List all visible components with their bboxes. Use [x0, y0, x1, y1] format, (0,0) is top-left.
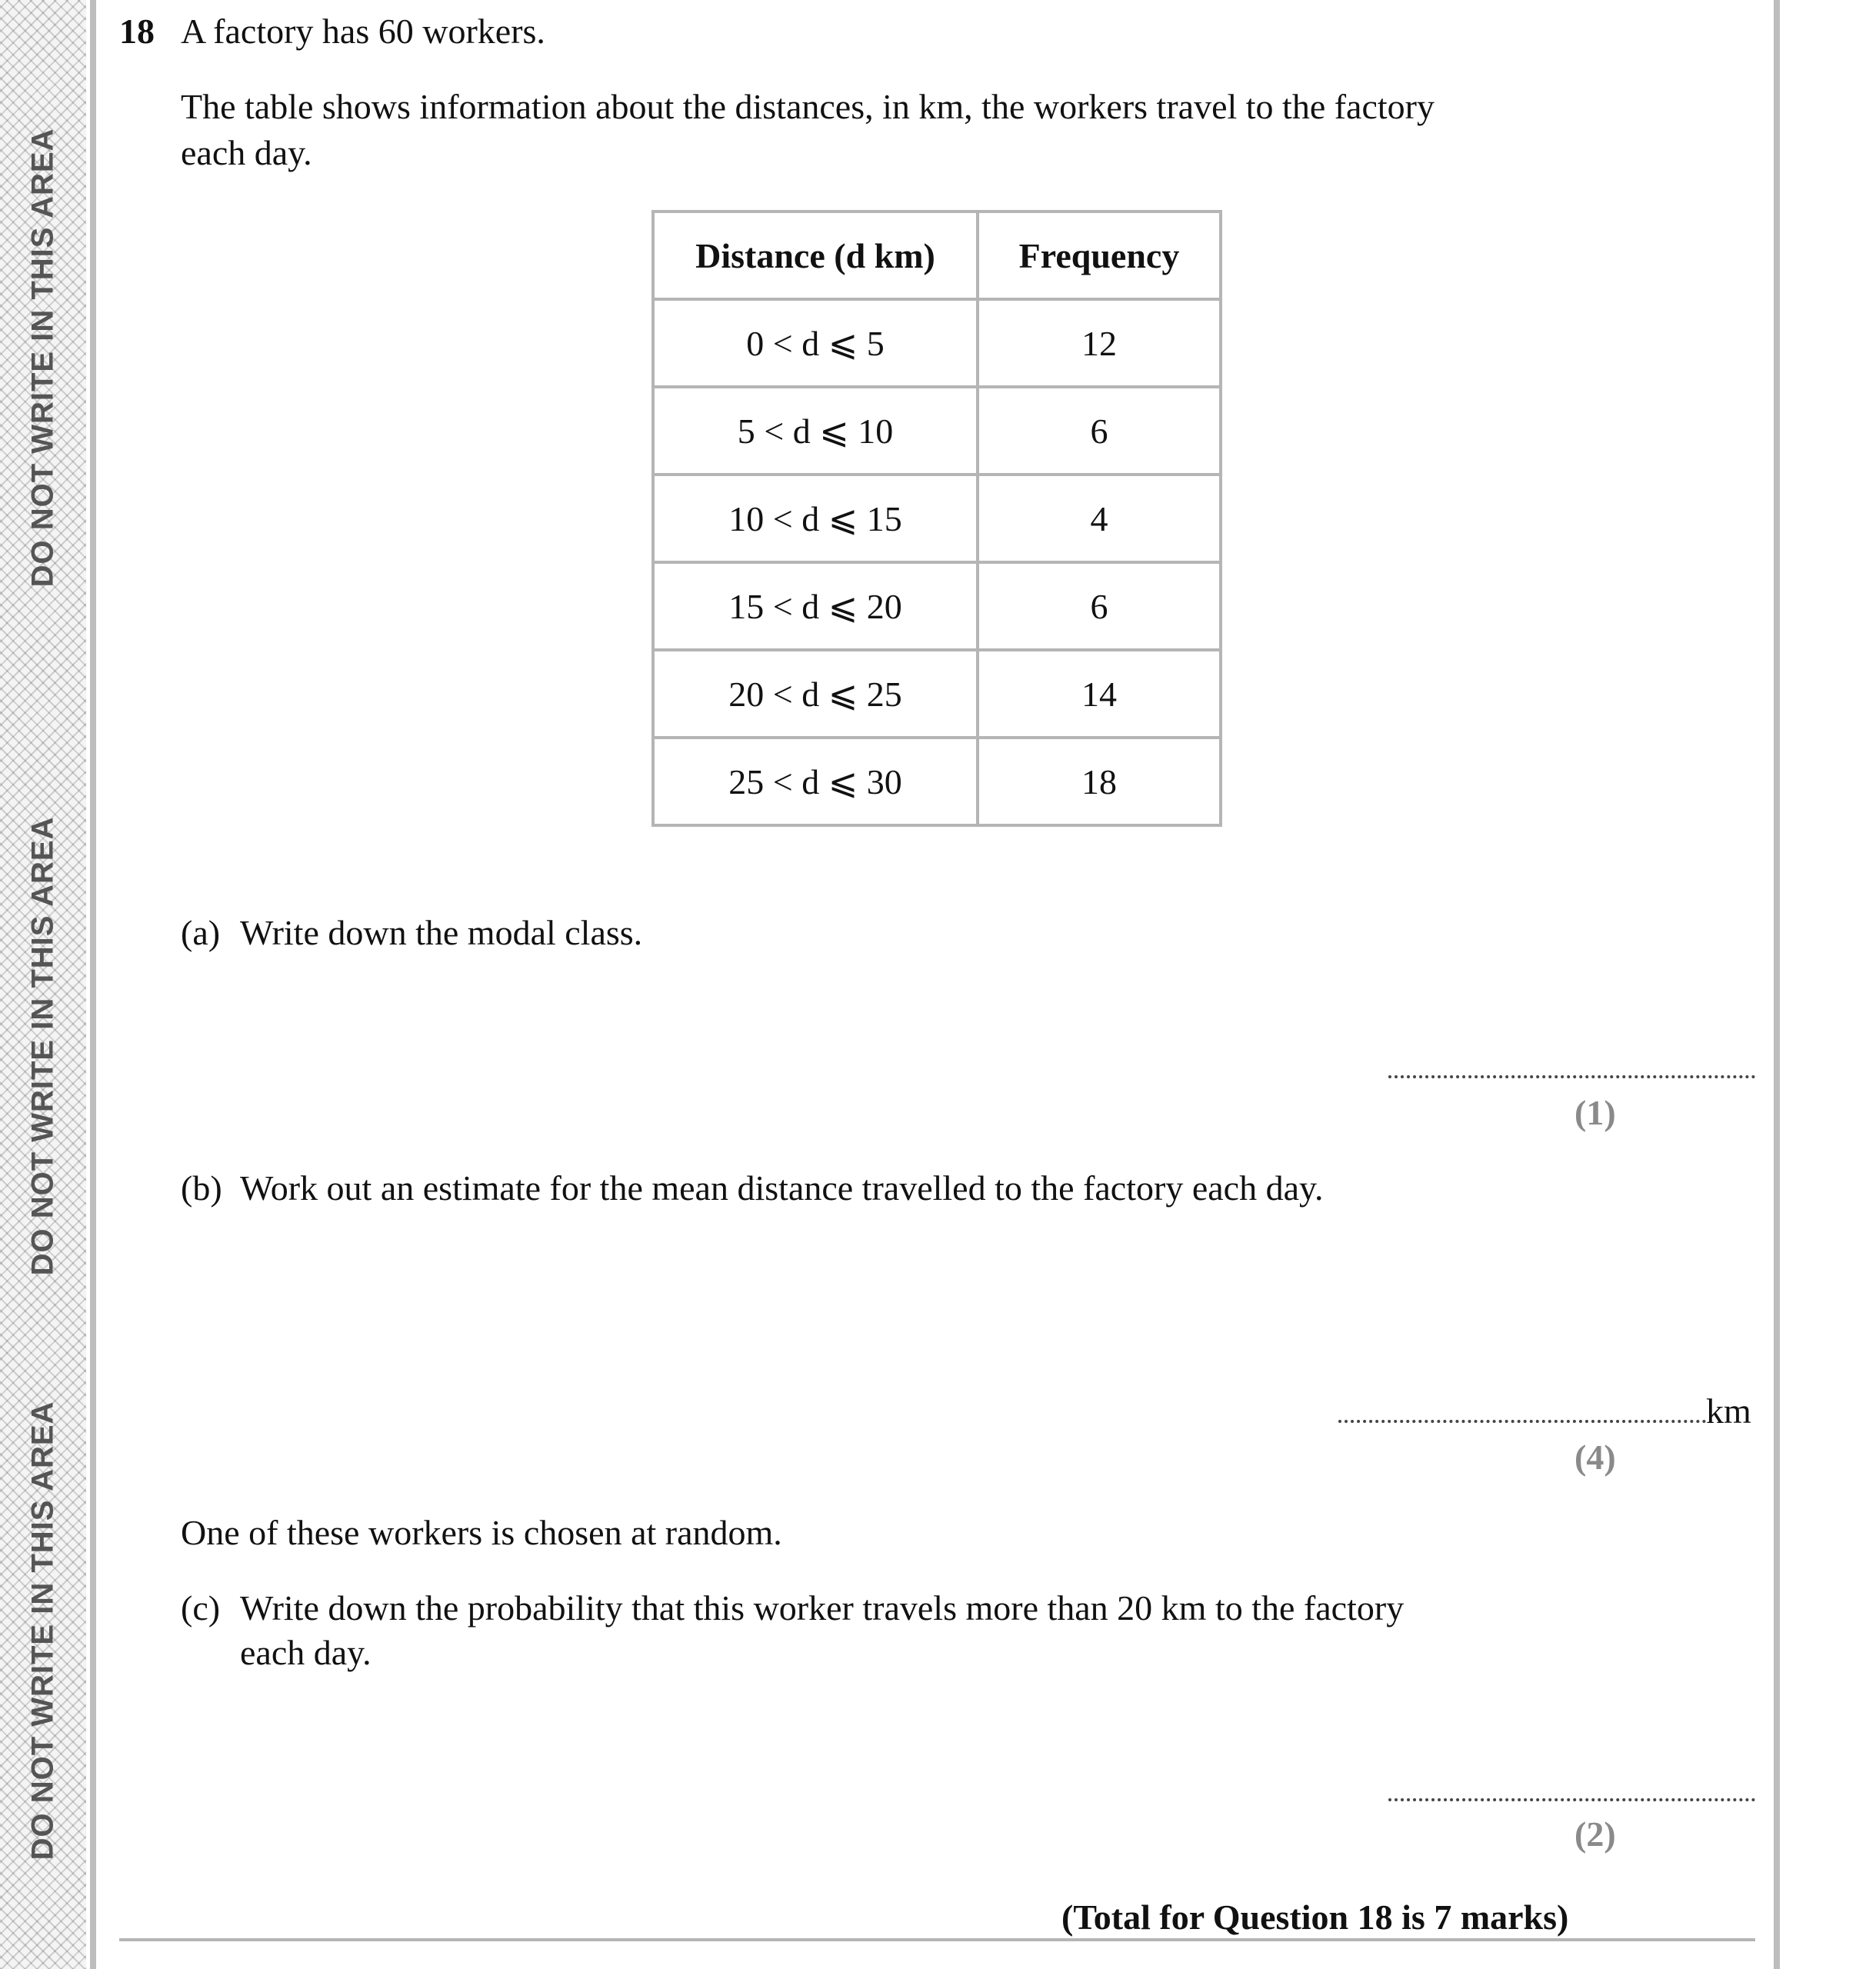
- frequency-cell: 6: [978, 387, 1221, 475]
- part-a-text: Write down the modal class.: [240, 913, 643, 952]
- marks-c: (2): [1574, 1814, 1616, 1854]
- distance-cell: 0 < d ⩽ 5: [653, 299, 978, 387]
- frequency-cell: 6: [978, 562, 1221, 650]
- distance-cell: 10 < d ⩽ 15: [653, 475, 978, 562]
- margin-warning-bottom: DO NOT WRITE IN THIS AREA: [25, 1401, 60, 1861]
- question-number: 18: [119, 12, 155, 51]
- frequency-cell: 18: [978, 738, 1221, 825]
- table-row: [653, 650, 1221, 738]
- table-row: [653, 738, 1221, 825]
- question-description-line1: The table shows information about the distances, in km, the workers travel to the factory: [181, 87, 1434, 126]
- part-b-label: (b): [181, 1168, 222, 1208]
- table-header-row: [653, 212, 1221, 299]
- left-margin-rule: [90, 0, 96, 1969]
- table-row: [653, 562, 1221, 650]
- unit-km: km: [1706, 1391, 1751, 1431]
- answer-line-c[interactable]: [1388, 1798, 1755, 1801]
- frequency-table: [651, 210, 1222, 827]
- table-row: [653, 299, 1221, 387]
- part-c-label: (c): [181, 1588, 221, 1628]
- part-b-text: Work out an estimate for the mean distance travelled to the factory each day.: [240, 1168, 1324, 1208]
- answer-line-b[interactable]: [1338, 1420, 1706, 1423]
- header-frequency: Frequency: [978, 212, 1221, 299]
- distance-cell: 20 < d ⩽ 25: [653, 650, 978, 738]
- distance-cell: 5 < d ⩽ 10: [653, 387, 978, 475]
- header-distance: Distance (d km): [653, 212, 978, 299]
- part-c-stem: One of these workers is chosen at random.: [181, 1513, 782, 1552]
- marks-b: (4): [1574, 1438, 1616, 1477]
- question-intro: A factory has 60 workers.: [181, 12, 545, 51]
- part-c-text-line2: each day.: [240, 1633, 372, 1672]
- question-description-line2: each day.: [181, 133, 312, 172]
- right-margin-rule: [1774, 0, 1780, 1969]
- part-a-label: (a): [181, 913, 221, 952]
- distance-cell: 25 < d ⩽ 30: [653, 738, 978, 825]
- part-c-text-line1: Write down the probability that this worker travels more than 20 km to the factory: [240, 1588, 1405, 1628]
- table-row: [653, 387, 1221, 475]
- marks-a: (1): [1574, 1093, 1616, 1132]
- answer-line-a[interactable]: [1388, 1075, 1755, 1078]
- frequency-cell: 14: [978, 650, 1221, 738]
- frequency-cell: 12: [978, 299, 1221, 387]
- margin-warning-middle: DO NOT WRITE IN THIS AREA: [25, 816, 60, 1276]
- distance-cell: 15 < d ⩽ 20: [653, 562, 978, 650]
- question-total: (Total for Question 18 is 7 marks): [1061, 1897, 1569, 1937]
- bottom-rule: [119, 1938, 1755, 1941]
- frequency-cell: 4: [978, 475, 1221, 562]
- table-row: [653, 475, 1221, 562]
- margin-warning-top: DO NOT WRITE IN THIS AREA: [25, 128, 60, 588]
